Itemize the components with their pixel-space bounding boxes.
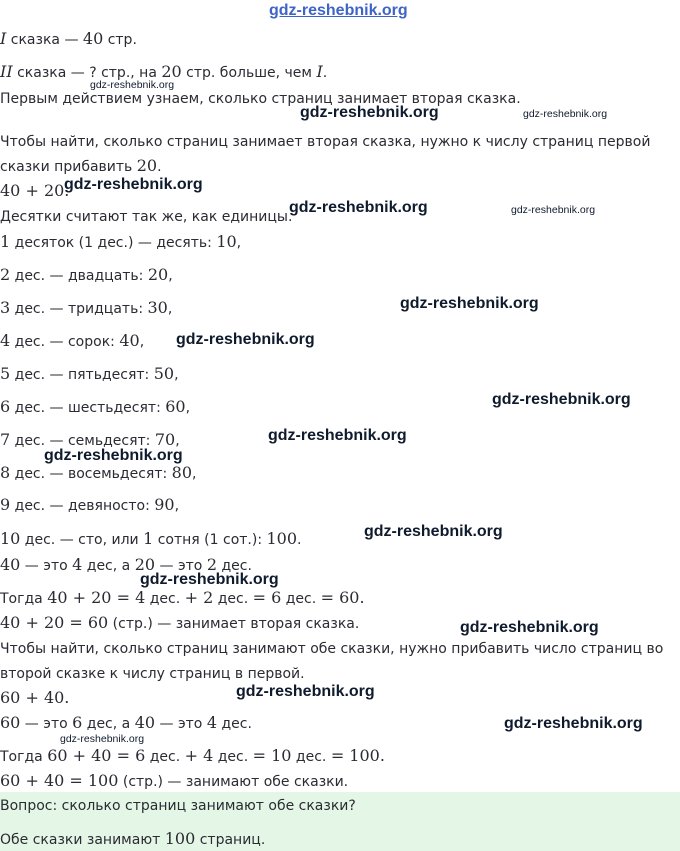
watermark: gdz-reshebnik.org — [523, 108, 608, 120]
solution-step-2: Чтобы найти, сколько страниц занимает вторая сказка, нужно к числу страниц первой — [0, 134, 651, 150]
tens-line-4: 4 дес. — сорок: 40, — [0, 331, 145, 350]
solution-step-1: Первым действием узнаем, сколько страниц занимает вторая сказка. — [0, 91, 521, 107]
watermark: gdz-reshebnik.org — [492, 391, 631, 408]
decomposition-line-4: Тогда 60 + 40 = 6 дес. + 4 дес. = 10 дес. = 100. — [0, 746, 385, 765]
result-second-tale: 40 + 20 = 60 (стр.) — занимает вторая сказка. — [0, 613, 360, 632]
watermark: gdz-reshebnik.org — [400, 295, 539, 312]
tens-line-3: 3 дес. — тридцать: 30, — [0, 298, 173, 317]
tens-rule: Десятки считают так же, как единицы. — [0, 209, 293, 225]
watermark: gdz-reshebnik.org — [140, 571, 279, 588]
tens-line-2: 2 дес. — двадцать: 20, — [0, 265, 173, 284]
solution-step-both-1: Чтобы найти, сколько страниц занимают обе сказки, нужно прибавить число страниц во — [0, 641, 664, 657]
watermark: gdz-reshebnik.org — [268, 427, 407, 444]
answer-box — [0, 792, 680, 851]
tens-line-8: 8 дес. — восемьдесят: 80, — [0, 463, 197, 482]
watermark: gdz-reshebnik.org — [176, 331, 315, 348]
tens-line-7: 7 дес. — семьдесят: 70, — [0, 430, 180, 449]
expression-60-plus-40: 60 + 40. — [0, 688, 70, 707]
answer-text: Обе сказки занимают 100 страниц. — [0, 829, 266, 848]
tens-line-6: 6 дес. — шестьдесят: 60, — [0, 397, 191, 416]
watermark: gdz-reshebnik.org — [64, 176, 203, 193]
watermark: gdz-reshebnik.org — [90, 79, 175, 91]
decomposition-line-2: Тогда 40 + 20 = 4 дес. + 2 дес. = 6 дес. = 60. — [0, 588, 365, 607]
watermark: gdz-reshebnik.org — [460, 619, 599, 636]
tens-line-9: 9 дес. — девяносто: 90, — [0, 495, 180, 514]
tens-line-1: 1 десяток (1 дес.) — десять: 10, — [0, 232, 242, 251]
tens-line-5: 5 дес. — пятьдесят: 50, — [0, 364, 179, 383]
result-both-tales: 60 + 40 = 100 (стр.) — занимают обе сказки. — [0, 771, 349, 790]
solution-step-both-2: второй сказке к числу страниц в первой. — [0, 666, 305, 682]
watermark: gdz-reshebnik.org — [60, 733, 145, 745]
condition-line-2: II сказка — ? стр., на 20 стр. больше, чем I. — [0, 62, 328, 81]
watermark: gdz-reshebnik.org — [511, 204, 596, 216]
decomposition-line-3: 60 — это 6 дес, а 40 — это 4 дес. — [0, 713, 252, 732]
watermark: gdz-reshebnik.org — [44, 447, 183, 464]
tens-line-10: 10 дес. — сто, или 1 сотня (1 сот.): 100. — [0, 529, 302, 548]
condition-line-1: I сказка — 40 стр. — [0, 29, 137, 48]
watermark: gdz-reshebnik.org — [289, 199, 428, 216]
decomposition-line-1: 40 — это 4 дес, а 20 — это 2 дес. — [0, 555, 252, 574]
answer-question: Вопрос: сколько страниц занимают обе сказки? — [0, 798, 356, 814]
watermark: gdz-reshebnik.org — [236, 683, 375, 700]
expression-40-plus-20: 40 + 20. — [0, 181, 70, 200]
watermark: gdz-reshebnik.org — [364, 523, 503, 540]
header-watermark-link[interactable]: gdz-reshebnik.org — [269, 2, 408, 19]
watermark: gdz-reshebnik.org — [504, 715, 643, 732]
solution-step-3: сказки прибавить 20. — [0, 156, 162, 175]
watermark: gdz-reshebnik.org — [300, 104, 439, 121]
